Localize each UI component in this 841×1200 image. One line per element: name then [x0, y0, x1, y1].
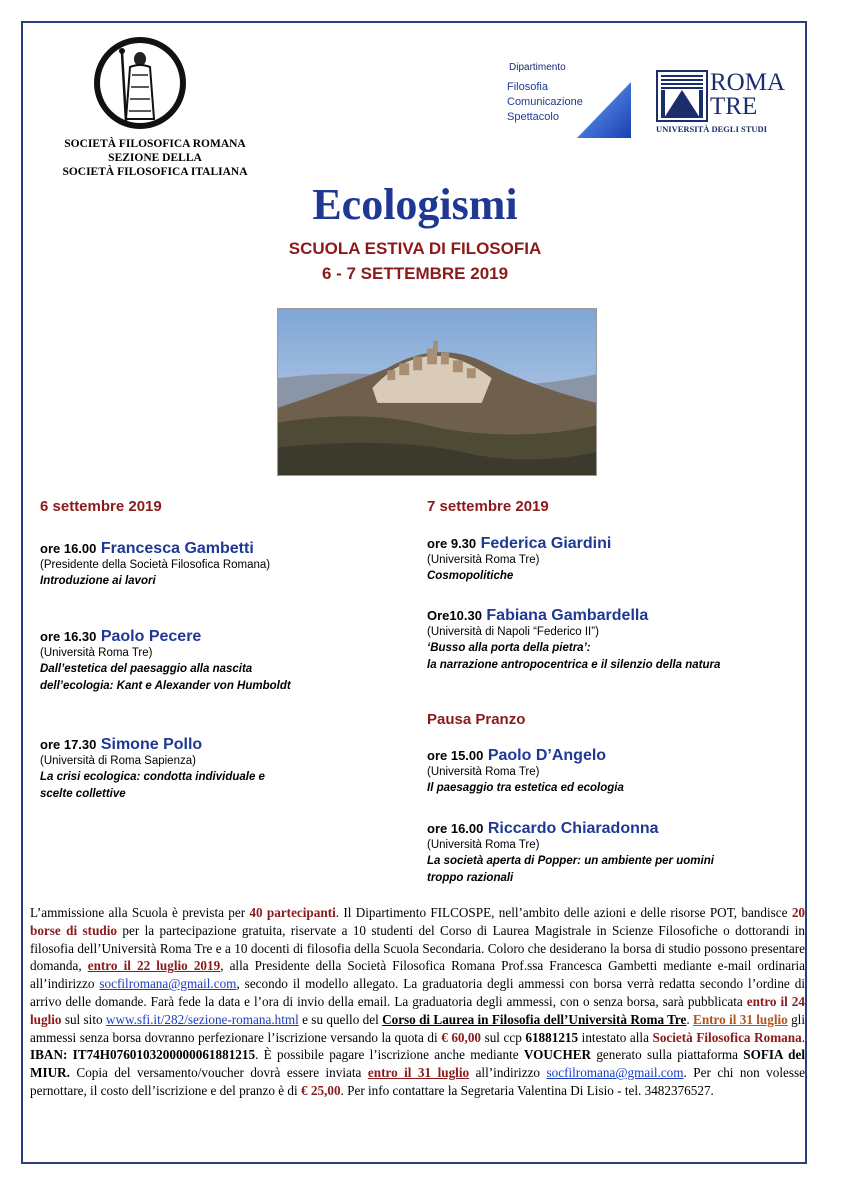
talk-title: dell’ecologia: Kant e Alexander von Humboldt [40, 680, 291, 692]
department-logo: Dipartimento Filosofia Comunicazione Spettacolo [503, 62, 633, 142]
talk-title: ‘Busso alla porta della pietra’: [427, 642, 591, 654]
talk-title: La società aperta di Popper: un ambiente per uomini [427, 855, 714, 867]
event-subtitle: SCUOLA ESTIVA DI FILOSOFIA 6 - 7 SETTEMBRE 2019 [288, 239, 542, 283]
speaker-affiliation: (Università di Napoli “Federico II”) [427, 626, 599, 638]
schedule-entry: Ore10.30 Fabiana Gambardella (Università di Napoli “Federico II”) ‘Busso alla porta della pietra’: la narrazione antropocentrica e il silenzio della natura [427, 607, 807, 674]
talk-title: scelte collettive [40, 788, 126, 800]
lunch-break-heading: Pausa Pranzo [427, 711, 526, 728]
schedule-entry: ore 16.30 Paolo Pecere (Università Roma Tre) Dall’estetica del paesaggio alla nascita dell’ecologia: Kant e Alexander von Humboldt [40, 628, 420, 695]
email-link[interactable]: socfilromana@gmail.com [99, 976, 237, 992]
speaker-affiliation: (Università Roma Tre) [427, 766, 540, 778]
day2-heading: 7 settembre 2019 [427, 498, 549, 515]
email-link[interactable]: socfilromana@gmail.com [546, 1065, 684, 1081]
speaker-name: Federica Giardini [480, 535, 612, 552]
speaker-name: Riccardo Chiaradonna [487, 820, 659, 837]
society-name: SOCIETÀ FILOSOFICA ROMANA SEZIONE DELLA SOCIETÀ FILOSOFICA ITALIANA [62, 138, 248, 178]
schedule-entry: ore 15.00 Paolo D’Angelo (Università Roma Tre) Il paesaggio tra estetica ed ecologia [427, 747, 807, 797]
talk-title: Cosmopolitiche [427, 570, 514, 582]
page-title: Ecologismi [312, 180, 518, 229]
talk-title: La crisi ecologica: condotta individuale e [40, 771, 265, 783]
day1-heading: 6 settembre 2019 [40, 498, 162, 515]
hilltown-photo [277, 308, 597, 476]
deadline-31-july-copy: entro il 31 luglio [367, 1065, 470, 1081]
speaker-affiliation: (Università Roma Tre) [427, 554, 540, 566]
talk-title: Introduzione ai lavori [40, 575, 156, 587]
schedule-entry: ore 16.00 Riccardo Chiaradonna (Università Roma Tre) La società aperta di Popper: un ambiente per uomini troppo razionali [427, 820, 807, 887]
department-name: Filosofia Comunicazione Spettacolo [507, 81, 583, 123]
speaker-affiliation: (Università Roma Tre) [40, 647, 153, 659]
society-seal-logo [92, 35, 188, 131]
course-name: Corso di Laurea in Filosofia dell’Università Roma Tre [382, 1011, 687, 1027]
deadline-31-july: Entro il 31 luglio [693, 1011, 788, 1027]
talk-title: troppo razionali [427, 872, 514, 884]
speaker-name: Simone Pollo [100, 736, 203, 753]
admission-info-paragraph: L’ammissione alla Scuola è prevista per 40 partecipanti. Il Dipartimento FILCOSPE, nell’ambito delle azioni e delle risorse POT, bandisce 20 borse di studio per la partecipazione gratuita, riservate a 10 studenti del Corso di Laurea Magistrale in Scienze Filosofiche o dottorandi in filosofia dell’Università Roma Tre e a 10 docenti di filosofia della Scuola Secondaria. Coloro che desiderano la borsa di studio possono presentare domanda, entro il 22 luglio 2019, alla Presidente della Società Filosofica Romana Prof.ssa Francesca Gambetti mediante e-mail ordinaria all’indirizzo socfilromana@gmail.com, secondo il modello allegato. La graduatoria degli ammessi con borsa verrà redatta secondo l’ordine di arrivo delle domande. Farà fede la data e l’ora di invio della email. La graduatoria degli ammessi, con o senza borsa, sarà pubblicata entro il 24 luglio sul sito www.sfi.it/282/sezione-romana.html e su quello del Corso di Laurea in Filosofia dell’Università Roma Tre. Entro il 31 luglio gli ammessi senza borsa dovranno perfezionare l’iscrizione versando la quota di € 60,00 sul ccp 61881215 intestato alla Società Filosofica Romana. IBAN: IT74H0760103200000061881215. È possibile pagare l’iscrizione anche mediante VOUCHER generato sulla piattaforma SOFIA del MIUR. Copia del versamento/voucher dovrà essere inviata entro il 31 luglio all’indirizzo socfilromana@gmail.com. Per chi non volesse pernottare, il costo dell’iscrizione e del pranzo è di € 25,00. Per info contattare la Segretaria Valentina Di Lisio - tel. 3482376527. [30, 905, 806, 1098]
speaker-name: Paolo D’Angelo [487, 747, 607, 764]
speaker-affiliation: (Presidente della Società Filosofica Romana) [40, 559, 271, 571]
schedule-entry: ore 16.00 Francesca Gambetti (Presidente della Società Filosofica Romana) Introduzione ai lavori [40, 540, 420, 590]
talk-title: Il paesaggio tra estetica ed ecologia [427, 782, 624, 794]
speaker-affiliation: (Università Roma Tre) [427, 839, 540, 851]
roma-tre-logo: ROMA TRE UNIVERSITÀ DEGLI STUDI [656, 69, 786, 134]
schedule-entry: ore 9.30 Federica Giardini (Università Roma Tre) Cosmopolitiche [427, 535, 807, 585]
deadline-22-july: entro il 22 luglio 2019 [87, 958, 221, 974]
schedule-entry: ore 17.30 Simone Pollo (Università di Roma Sapienza) La crisi ecologica: condotta individuale e scelte collettive [40, 736, 420, 803]
talk-title: la narrazione antropocentrica e il silenzio della natura [427, 659, 721, 671]
speaker-name: Paolo Pecere [100, 628, 202, 645]
speaker-name: Francesca Gambetti [100, 540, 254, 557]
speaker-affiliation: (Università di Roma Sapienza) [40, 755, 196, 767]
roma-tre-emblem-icon [656, 70, 708, 122]
sfi-website-link[interactable]: www.sfi.it/282/sezione-romana.html [105, 1011, 299, 1027]
speaker-name: Fabiana Gambardella [486, 607, 649, 624]
talk-title: Dall’estetica del paesaggio alla nascita [40, 663, 253, 675]
